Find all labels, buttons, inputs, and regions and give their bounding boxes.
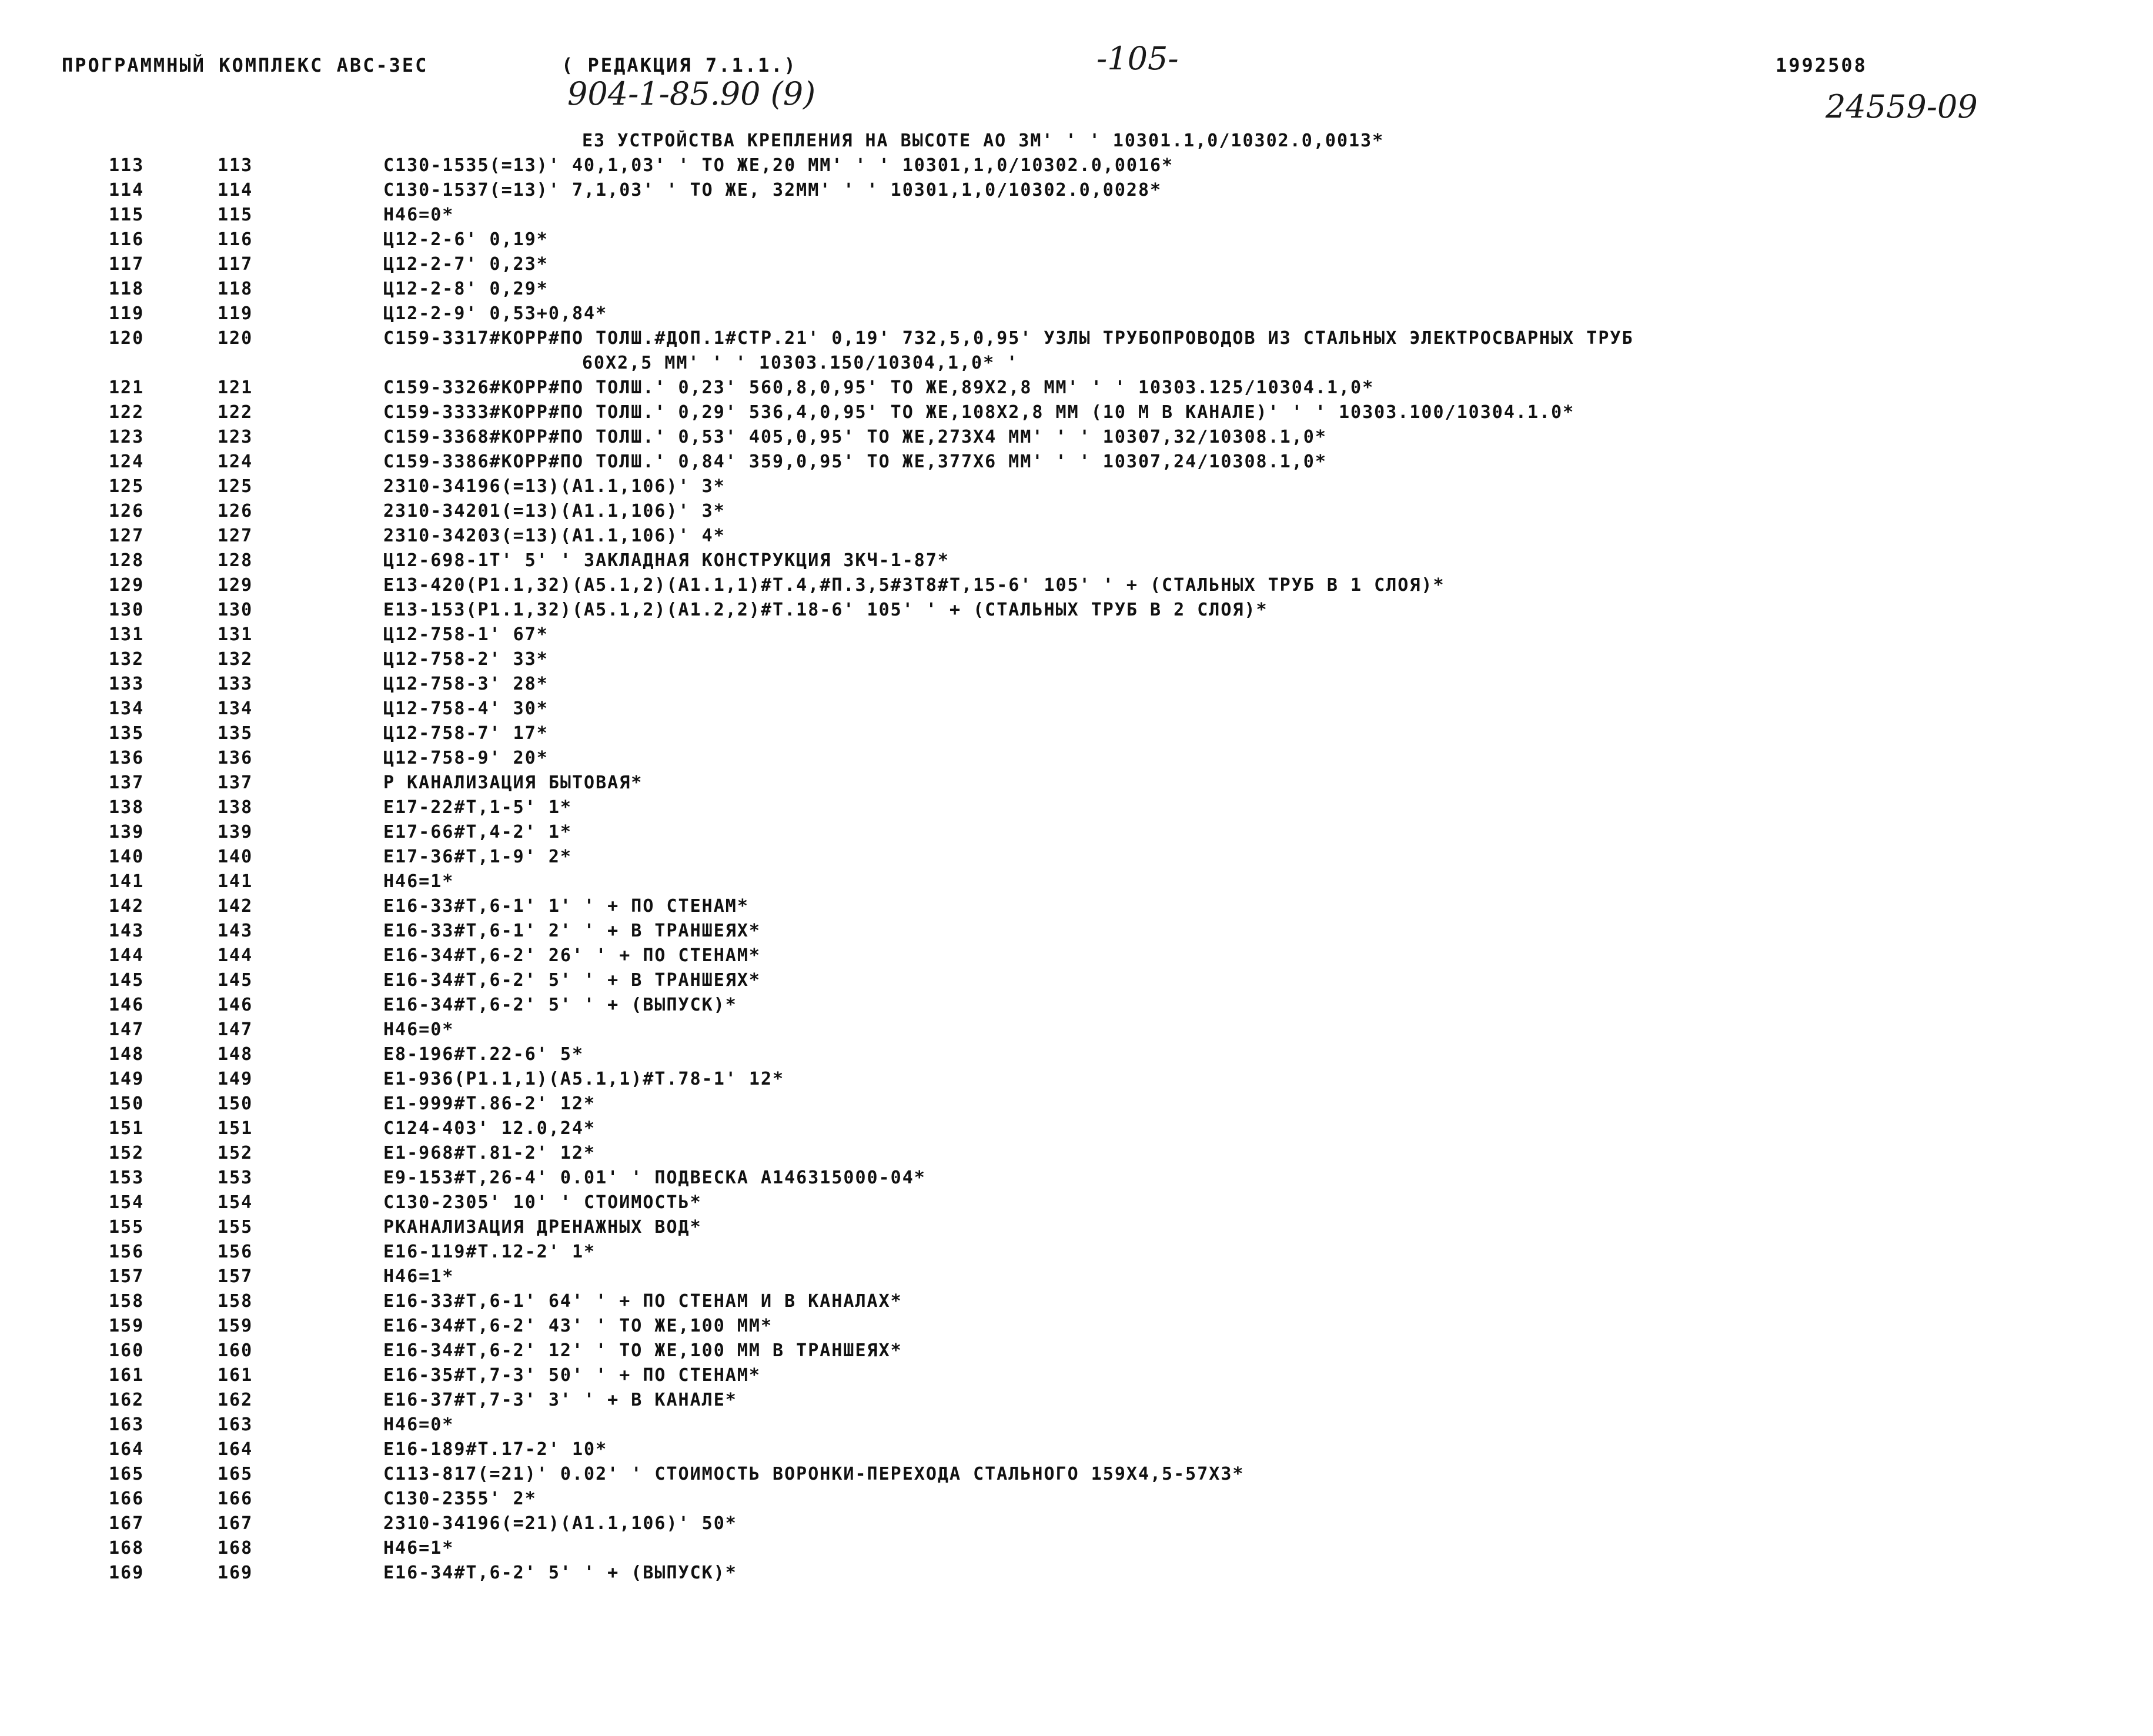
line-number: 125 xyxy=(109,476,145,497)
record-number: 125 xyxy=(218,476,253,497)
line-number: 136 xyxy=(109,748,145,768)
record-number: 129 xyxy=(218,575,253,596)
line-text: Ц12-758-9' 20* xyxy=(383,748,549,768)
line-number: 156 xyxy=(109,1242,145,1262)
listing-line xyxy=(0,303,2153,328)
line-text: С159-3368#КОРР#ПО ТОЛШ.' 0,53' 405,0,95' ТО ЖЕ,273Х4 ММ' ' ' 10307,32/10308.1,0* xyxy=(383,427,1327,447)
record-number: 146 xyxy=(218,995,253,1015)
line-number: 149 xyxy=(109,1069,145,1089)
line-number: 124 xyxy=(109,451,145,472)
record-number: 115 xyxy=(218,205,253,225)
listing-line xyxy=(0,353,2153,377)
record-number: 121 xyxy=(218,377,253,398)
listing-line xyxy=(0,229,2153,254)
line-number: 146 xyxy=(109,995,145,1015)
listing-line xyxy=(0,921,2153,945)
line-text: Е17-36#Т,1-9' 2* xyxy=(383,847,572,867)
line-text: Е16-119#Т.12-2' 1* xyxy=(383,1242,596,1262)
line-number: 158 xyxy=(109,1291,145,1312)
line-number: 157 xyxy=(109,1266,145,1287)
listing-line xyxy=(0,155,2153,180)
listing-line xyxy=(0,822,2153,847)
line-number: 126 xyxy=(109,501,145,521)
listing-line xyxy=(0,896,2153,921)
listing-line xyxy=(0,772,2153,797)
record-number: 148 xyxy=(218,1044,253,1065)
line-number: 143 xyxy=(109,921,145,941)
record-number: 157 xyxy=(218,1266,253,1287)
year-code: 1992508 xyxy=(1776,54,1867,76)
line-number: 154 xyxy=(109,1192,145,1213)
line-number: 121 xyxy=(109,377,145,398)
listing-line xyxy=(0,1192,2153,1217)
line-text: Е16-33#Т,6-1' 1' ' + ПО СТЕНАМ* xyxy=(383,896,749,916)
line-number: 167 xyxy=(109,1513,145,1534)
listing-line xyxy=(0,180,2153,205)
record-number: 168 xyxy=(218,1538,253,1558)
listing-line xyxy=(0,1044,2153,1069)
listing-line xyxy=(0,797,2153,822)
line-text: Е16-189#Т.17-2' 10* xyxy=(383,1439,608,1460)
listing-line xyxy=(0,1439,2153,1464)
record-number: 161 xyxy=(218,1365,253,1386)
line-number: 138 xyxy=(109,797,145,818)
line-number: 129 xyxy=(109,575,145,596)
line-text: Е16-35#Т,7-3' 50' ' + ПО СТЕНАМ* xyxy=(383,1365,761,1386)
line-number: 131 xyxy=(109,624,145,645)
line-text: РКАНАЛИЗАЦИЯ ДРЕНАЖНЫХ ВОД* xyxy=(383,1217,702,1237)
listing-line xyxy=(0,1069,2153,1093)
record-number: 134 xyxy=(218,698,253,719)
listing-line xyxy=(0,1242,2153,1266)
line-number: 152 xyxy=(109,1143,145,1163)
line-text: Н46=1* xyxy=(383,1266,454,1287)
record-number: 113 xyxy=(218,155,253,176)
listing-line xyxy=(0,205,2153,229)
line-text: Ц12-2-9' 0,53+0,84* xyxy=(383,303,608,324)
record-number: 141 xyxy=(218,871,253,892)
record-number: 164 xyxy=(218,1439,253,1460)
listing-line xyxy=(0,1316,2153,1340)
listing-line xyxy=(0,476,2153,501)
listing-line xyxy=(0,254,2153,279)
record-number: 147 xyxy=(218,1019,253,1040)
listing-line xyxy=(0,600,2153,624)
line-text: 2310-34196(=13)(А1.1,106)' 3* xyxy=(383,476,726,497)
line-text: Ц12-758-2' 33* xyxy=(383,649,549,670)
listing-line xyxy=(0,1563,2153,1587)
record-number: 122 xyxy=(218,402,253,423)
listing-line xyxy=(0,377,2153,402)
line-text: Е16-34#Т,6-2' 5' ' + (ВЫПУСК)* xyxy=(383,1563,737,1583)
record-number: 144 xyxy=(218,945,253,966)
record-number: 132 xyxy=(218,649,253,670)
line-text: Ц12-698-1Т' 5' ' ЗАКЛАДНАЯ КОНСТРУКЦИЯ 3КЧ-1-87* xyxy=(383,550,950,571)
line-text: Н46=0* xyxy=(383,1414,454,1435)
listing-line xyxy=(0,945,2153,970)
record-number: 167 xyxy=(218,1513,253,1534)
line-text: Е3 УСТРОЙСТВА КРЕПЛЕНИЯ НА ВЫСОТЕ АО 3М' ' ' 10301.1,0/10302.0,0013* xyxy=(582,131,1385,151)
line-number: 120 xyxy=(109,328,145,349)
line-number: 137 xyxy=(109,772,145,793)
record-number: 130 xyxy=(218,600,253,620)
line-text: С130-2305' 10' ' СТОИМОСТЬ* xyxy=(383,1192,702,1213)
line-text: Е8-196#Т.22-6' 5* xyxy=(383,1044,584,1065)
page-number: -105- xyxy=(1096,40,1179,77)
record-number: 150 xyxy=(218,1093,253,1114)
line-number: 116 xyxy=(109,229,145,250)
line-number: 155 xyxy=(109,1217,145,1237)
record-number: 127 xyxy=(218,526,253,546)
line-text: Ц12-758-7' 17* xyxy=(383,723,549,744)
line-number: 132 xyxy=(109,649,145,670)
record-number: 149 xyxy=(218,1069,253,1089)
listing-line xyxy=(0,748,2153,772)
record-number: 135 xyxy=(218,723,253,744)
listing-line xyxy=(0,871,2153,896)
line-number: 169 xyxy=(109,1563,145,1583)
record-number: 117 xyxy=(218,254,253,275)
record-number: 136 xyxy=(218,748,253,768)
line-number: 119 xyxy=(109,303,145,324)
line-text: 2310-34201(=13)(А1.1,106)' 3* xyxy=(383,501,726,521)
listing-line xyxy=(0,402,2153,427)
record-number: 145 xyxy=(218,970,253,991)
line-text: Ц12-758-3' 28* xyxy=(383,674,549,694)
line-number: 114 xyxy=(109,180,145,200)
listing-line xyxy=(0,674,2153,698)
line-number: 135 xyxy=(109,723,145,744)
record-number: 153 xyxy=(218,1168,253,1188)
line-text: Р КАНАЛИЗАЦИЯ БЫТОВАЯ* xyxy=(383,772,643,793)
line-number: 139 xyxy=(109,822,145,842)
listing-line xyxy=(0,995,2153,1019)
line-text: 2310-34203(=13)(А1.1,106)' 4* xyxy=(383,526,726,546)
line-number: 127 xyxy=(109,526,145,546)
line-text: Н46=1* xyxy=(383,871,454,892)
listing-line xyxy=(0,575,2153,600)
line-text: 60Х2,5 ММ' ' ' 10303.150/10304,1,0* ' xyxy=(582,353,1019,373)
listing-line xyxy=(0,847,2153,871)
line-text: Ц12-2-8' 0,29* xyxy=(383,279,549,299)
record-number: 158 xyxy=(218,1291,253,1312)
record-number: 131 xyxy=(218,624,253,645)
record-number: 152 xyxy=(218,1143,253,1163)
line-text: Е17-66#Т,4-2' 1* xyxy=(383,822,572,842)
line-number: 115 xyxy=(109,205,145,225)
listing-line xyxy=(0,1143,2153,1168)
listing-line xyxy=(0,1019,2153,1044)
line-number: 117 xyxy=(109,254,145,275)
line-text: Е16-34#Т,6-2' 43' ' ТО ЖЕ,100 ММ* xyxy=(383,1316,773,1336)
line-text: Е13-420(Р1.1,32)(А5.1,2)(А1.1,1)#Т.4,#П.3,5#3Т8#Т,15-6' 105' ' + (СТАЛЬНЫХ ТРУБ В 1 СЛОЯ)* xyxy=(383,575,1445,596)
program-listing xyxy=(0,131,2153,1587)
line-number: 134 xyxy=(109,698,145,719)
record-number: 169 xyxy=(218,1563,253,1583)
line-number: 164 xyxy=(109,1439,145,1460)
listing-line xyxy=(0,1266,2153,1291)
line-number: 144 xyxy=(109,945,145,966)
line-text: Е16-34#Т,6-2' 12' ' ТО ЖЕ,100 ММ В ТРАНШЕЯХ* xyxy=(383,1340,902,1361)
listing-line xyxy=(0,1489,2153,1513)
line-text: С130-1537(=13)' 7,1,03' ' ТО ЖЕ, 32ММ' ' ' 10301,1,0/10302.0,0028* xyxy=(383,180,1162,200)
line-text: С130-1535(=13)' 40,1,03' ' ТО ЖЕ,20 ММ' ' ' 10301,1,0/10302.0,0016* xyxy=(383,155,1174,176)
listing-line xyxy=(0,624,2153,649)
record-number: 118 xyxy=(218,279,253,299)
line-number: 161 xyxy=(109,1365,145,1386)
record-number: 154 xyxy=(218,1192,253,1213)
listing-line xyxy=(0,526,2153,550)
line-number: 118 xyxy=(109,279,145,299)
line-number: 141 xyxy=(109,871,145,892)
record-number: 159 xyxy=(218,1316,253,1336)
listing-line xyxy=(0,1093,2153,1118)
line-number: 168 xyxy=(109,1538,145,1558)
line-number: 128 xyxy=(109,550,145,571)
listing-line xyxy=(0,1390,2153,1414)
line-text: Е1-968#Т.81-2' 12* xyxy=(383,1143,596,1163)
line-text: С159-3333#КОРР#ПО ТОЛШ.' 0,29' 536,4,0,95' ТО ЖЕ,108Х2,8 ММ (10 М В КАНАЛЕ)' ' ' 10303.100/10304.1.0* xyxy=(383,402,1575,423)
line-number: 151 xyxy=(109,1118,145,1139)
listing-line xyxy=(0,451,2153,476)
record-number: 142 xyxy=(218,896,253,916)
listing-line xyxy=(0,1464,2153,1489)
listing-line xyxy=(0,131,2153,155)
record-number: 163 xyxy=(218,1414,253,1435)
listing-line xyxy=(0,1291,2153,1316)
line-text: Н46=0* xyxy=(383,1019,454,1040)
record-number: 166 xyxy=(218,1489,253,1509)
line-text: Е16-34#Т,6-2' 26' ' + ПО СТЕНАМ* xyxy=(383,945,761,966)
line-number: 130 xyxy=(109,600,145,620)
line-text: С159-3317#КОРР#ПО ТОЛШ.#ДОП.1#СТР.21' 0,19' 732,5,0,95' УЗЛЫ ТРУБОПРОВОДОВ ИЗ СТАЛЬНЫХ ЭЛЕКТРОСВАРНЫХ ТРУБ xyxy=(383,328,1634,349)
line-number: 147 xyxy=(109,1019,145,1040)
line-number: 162 xyxy=(109,1390,145,1410)
line-text: Н46=1* xyxy=(383,1538,454,1558)
line-text: Е16-37#Т,7-3' 3' ' + В КАНАЛЕ* xyxy=(383,1390,737,1410)
line-number: 150 xyxy=(109,1093,145,1114)
record-number: 138 xyxy=(218,797,253,818)
line-text: С113-817(=21)' 0.02' ' СТОИМОСТЬ ВОРОНКИ-ПЕРЕХОДА СТАЛЬНОГО 159Х4,5-57Х3* xyxy=(383,1464,1245,1484)
line-text: Ц12-2-6' 0,19* xyxy=(383,229,549,250)
listing-line xyxy=(0,1414,2153,1439)
listing-line xyxy=(0,279,2153,303)
line-text: С124-403' 12.0,24* xyxy=(383,1118,596,1139)
project-code: 904-1-85.90 (9) xyxy=(567,75,816,112)
listing-line xyxy=(0,1168,2153,1192)
listing-line xyxy=(0,328,2153,353)
line-number: 113 xyxy=(109,155,145,176)
listing-line xyxy=(0,698,2153,723)
listing-line xyxy=(0,1365,2153,1390)
record-number: 140 xyxy=(218,847,253,867)
line-text: Е16-33#Т,6-1' 64' ' + ПО СТЕНАМ И В КАНАЛАХ* xyxy=(383,1291,902,1312)
line-number: 159 xyxy=(109,1316,145,1336)
record-number: 120 xyxy=(218,328,253,349)
record-number: 160 xyxy=(218,1340,253,1361)
record-number: 116 xyxy=(218,229,253,250)
listing-line xyxy=(0,1118,2153,1143)
line-number: 140 xyxy=(109,847,145,867)
listing-line xyxy=(0,1538,2153,1563)
listing-line xyxy=(0,970,2153,995)
line-text: Е16-34#Т,6-2' 5' ' + В ТРАНШЕЯХ* xyxy=(383,970,761,991)
line-text: Е17-22#Т,1-5' 1* xyxy=(383,797,572,818)
line-text: Е16-34#Т,6-2' 5' ' + (ВЫПУСК)* xyxy=(383,995,737,1015)
line-text: Е1-936(Р1.1,1)(А5.1,1)#Т.78-1' 12* xyxy=(383,1069,785,1089)
listing-line xyxy=(0,1340,2153,1365)
line-number: 148 xyxy=(109,1044,145,1065)
line-number: 165 xyxy=(109,1464,145,1484)
listing-line xyxy=(0,723,2153,748)
program-title: ПРОГРАММНЫЙ КОМПЛЕКС АВС-3ЕС xyxy=(62,54,429,76)
listing-line xyxy=(0,1513,2153,1538)
line-number: 123 xyxy=(109,427,145,447)
record-number: 137 xyxy=(218,772,253,793)
record-number: 128 xyxy=(218,550,253,571)
record-number: 143 xyxy=(218,921,253,941)
record-number: 124 xyxy=(218,451,253,472)
line-text: Е16-33#Т,6-1' 2' ' + В ТРАНШЕЯХ* xyxy=(383,921,761,941)
record-number: 162 xyxy=(218,1390,253,1410)
record-number: 156 xyxy=(218,1242,253,1262)
edition-label: ( РЕДАКЦИЯ 7.1.1.) xyxy=(561,54,797,76)
line-text: 2310-34196(=21)(А1.1,106)' 50* xyxy=(383,1513,737,1534)
line-text: Ц12-2-7' 0,23* xyxy=(383,254,549,275)
record-number: 133 xyxy=(218,674,253,694)
line-number: 160 xyxy=(109,1340,145,1361)
record-number: 123 xyxy=(218,427,253,447)
record-number: 126 xyxy=(218,501,253,521)
line-text: Ц12-758-4' 30* xyxy=(383,698,549,719)
line-number: 122 xyxy=(109,402,145,423)
line-text: С159-3386#КОРР#ПО ТОЛШ.' 0,84' 359,0,95' ТО ЖЕ,377Х6 ММ' ' ' 10307,24/10308.1,0* xyxy=(383,451,1327,472)
line-number: 153 xyxy=(109,1168,145,1188)
line-number: 142 xyxy=(109,896,145,916)
line-number: 163 xyxy=(109,1414,145,1435)
record-number: 155 xyxy=(218,1217,253,1237)
listing-line xyxy=(0,649,2153,674)
document-number: 24559-09 xyxy=(1826,88,1978,125)
line-text: Е13-153(Р1.1,32)(А5.1,2)(А1.2,2)#Т.18-6' 105' ' + (СТАЛЬНЫХ ТРУБ В 2 СЛОЯ)* xyxy=(383,600,1268,620)
listing-line xyxy=(0,550,2153,575)
line-number: 166 xyxy=(109,1489,145,1509)
line-number: 133 xyxy=(109,674,145,694)
line-text: Е1-999#Т.86-2' 12* xyxy=(383,1093,596,1114)
listing-line xyxy=(0,427,2153,451)
record-number: 139 xyxy=(218,822,253,842)
listing-line xyxy=(0,501,2153,526)
line-number: 145 xyxy=(109,970,145,991)
line-text: Н46=0* xyxy=(383,205,454,225)
line-text: Е9-153#Т,26-4' 0.01' ' ПОДВЕСКА А146315000-04* xyxy=(383,1168,926,1188)
record-number: 114 xyxy=(218,180,253,200)
line-text: Ц12-758-1' 67* xyxy=(383,624,549,645)
record-number: 151 xyxy=(218,1118,253,1139)
record-number: 165 xyxy=(218,1464,253,1484)
line-text: С130-2355' 2* xyxy=(383,1489,537,1509)
listing-line xyxy=(0,1217,2153,1242)
line-text: С159-3326#КОРР#ПО ТОЛШ.' 0,23' 560,8,0,95' ТО ЖЕ,89Х2,8 ММ' ' ' 10303.125/10304.1,0* xyxy=(383,377,1375,398)
record-number: 119 xyxy=(218,303,253,324)
